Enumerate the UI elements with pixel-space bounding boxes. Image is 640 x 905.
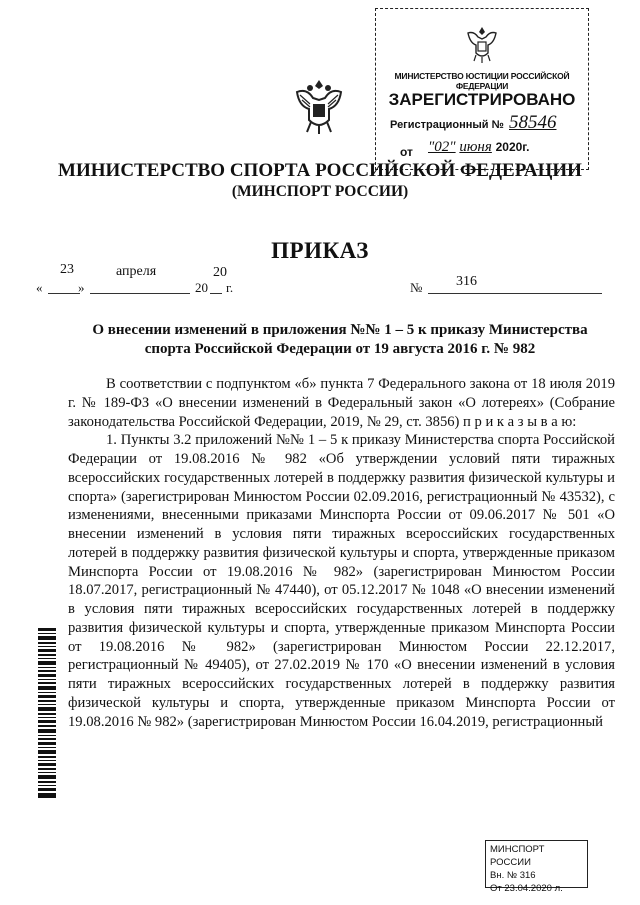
order-subject: О внесении изменений в приложения №№ 1 – 5 к приказу Министерства спорта Российской Федерации от 19 августа 2016 г. № 982 — [92, 322, 588, 357]
stamp-registered-label: ЗАРЕГИСТРИРОВАНО — [388, 90, 576, 109]
number-line — [428, 292, 602, 294]
date-month: апреля — [116, 264, 157, 279]
coat-of-arms-icon — [293, 78, 345, 136]
incoming-stamp — [485, 840, 588, 894]
document-title: ПРИКАЗ — [271, 238, 369, 263]
number-label: № — [410, 280, 423, 295]
date-day-line — [48, 292, 80, 294]
date-year-line — [210, 292, 222, 294]
barcode-icon — [38, 628, 56, 798]
incoming-stamp-line-3: От 23.04.2020 л. — [490, 883, 563, 894]
order-number: 316 — [456, 274, 477, 289]
ministry-short-name: (МИНСПОРТ РОССИИ) — [231, 183, 409, 200]
incoming-stamp-line-1: МИНСПОРТ РОССИИ — [490, 844, 545, 868]
date-month-line — [90, 292, 190, 294]
stamp-from-label: от — [400, 145, 413, 159]
registration-stamp — [375, 8, 589, 170]
date-day: 23 — [60, 262, 74, 277]
body-paragraph-1: В соответствии с подпунктом «б» пункта 7 Федерального закона от 18 июля 2019 г. № 189-ФЗ «О внесении изменений в Федеральный закон «О лотереях» (Собрание законодательства Российской Федерации, 2019, № 29, ст. 3856) п р и к а з ы в а ю: — [68, 376, 615, 430]
date-year-prefix: 20 — [195, 280, 208, 295]
order-body — [68, 375, 615, 731]
stamp-year: 2020г. — [495, 140, 530, 154]
date-year-suffix: 20 — [213, 265, 227, 280]
stamp-ministry-name: МИНИСТЕРСТВО ЮСТИЦИИ РОССИЙСКОЙ ФЕДЕРАЦИИ — [394, 71, 570, 91]
incoming-stamp-line-2: Вн. № 316 — [490, 870, 536, 881]
stamp-reg-number-label: Регистрационный № — [390, 119, 504, 131]
stamp-reg-number-value: 58546 — [509, 112, 557, 133]
stamp-day: "02" — [428, 139, 456, 155]
body-paragraph-2: 1. Пункты 3.2 приложений №№ 1 – 5 к приказу Министерства спорта Российской Федерации от 19.08.2016 № 982 «Об утверждении условий пяти тиражных всероссийских государственных лотерей в поддержку развития физической культуры и спорта» (зарегистрирован Минюстом России 02.09.2016, регистрационный № 43532), с изменениями, внесенными приказами Минспорта России от 09.06.2017 № 501 «О внесении изменений в условия пяти тиражных всероссийских государственных лотерей в поддержку развития физической культуры и спорта, утвержденные приказом Минспорта России от 19.08.2016 № 982» (зарегистрирован Минюстом России 18.07.2017, регистрационный № 47440), от 05.12.2017 № 1048 «О внесении изменений в условия пяти тиражных всероссийских государственных лотерей в поддержку развития физической культуры и спорта, утвержденные приказом Минспорта России от 19.08.2016 № 982» (зарегистрирован Минюстом России 22.12.2017, регистрационный № 49405), от 27.02.2019 № 170 «О внесении изменений в условия пяти тиражных всероссийских государственных лотерей в поддержку развития физической культуры и спорта, утвержденные приказом Минспорта России от 19.08.2016 № 982» (зарегистрирован Минюстом России 16.04.2019, регистрационный — [68, 432, 615, 730]
stamp-month: июня — [459, 139, 492, 155]
stamp-date — [428, 139, 529, 156]
ministry-name: МИНИСТЕРСТВО СПОРТА РОССИЙСКОЙ ФЕДЕРАЦИИ — [58, 160, 582, 181]
stamp-emblem-icon — [464, 23, 500, 65]
date-year-unit: г. — [226, 280, 234, 295]
date-quote-close: » — [78, 280, 85, 295]
date-quote-open: « — [36, 280, 43, 295]
